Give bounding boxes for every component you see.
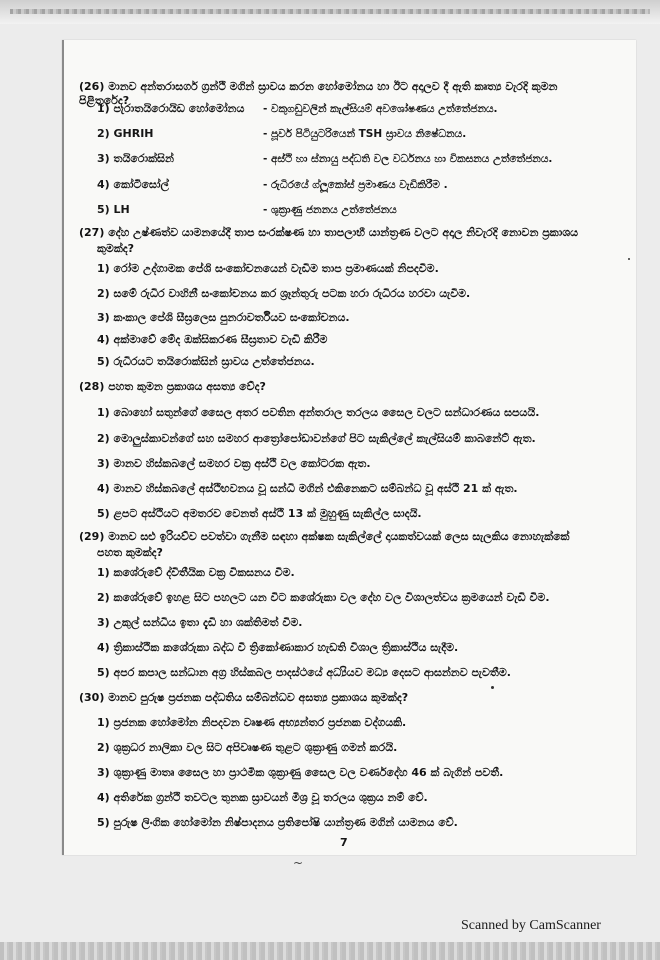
q29-option-1: 1) කශේරුවේ ද්විතීයික වක්‍ර විකසනය වීම. <box>97 566 295 579</box>
q27-option-4: 4) අක්මාවේ මේද ඔක්සිකරණ සීඝ්‍රතාව වැඩි කිරීම <box>97 333 328 346</box>
q28-option-4: 4) මානව හිස්කබලේ අස්ථිභවනය වූ සන්ධි මගින් එකිනෙකට සම්බන්ධ වූ අස්ථි 21 ක් ඇත. <box>97 482 518 495</box>
q26-item-2-left: 2) GHRIH <box>97 127 154 140</box>
scan-speck <box>628 258 630 260</box>
q28-option-3: 3) මානව හිස්කබලේ සමහර වක්‍ර අස්ථි වල කෝටරක ඇත. <box>97 457 371 470</box>
q29-option-2: 2) කශේරුවේ ඉහළ සිට පහලට යන විට කශේරුකා වල දේහ වල විශාලත්වය ක්‍රමයෙන් වැඩි වීම. <box>97 591 550 604</box>
question-27-title: (27) දේහ උෂ්ණත්ව යාමනයේදී තාප සංරක්ෂණ හා තාපලාභී යාන්ත්‍රණ වලට අදාල නිවැරදි නොවන ප්‍රකාශය <box>79 226 578 239</box>
q26-item-5-right: - ශුක්‍රාණු ජනනය උත්තේජනය <box>263 204 397 216</box>
q26-item-1-right: - වකුගඩුවලින් කැල්සියම් අවශෝෂණය උත්තේජනය. <box>263 103 498 115</box>
q29-option-4: 4) ත්‍රිකාස්ථික කශේරුකා බද්ධ වී ත්‍රිකෝණාකාර හැඩති විශාල ත්‍රිකාස්ථිය සැදීම. <box>97 641 459 654</box>
q30-option-1: 1) ප්‍රජනක හෝමෝන නිපදවන වෘෂණ අභ්‍යන්තර ප්‍රජනක වද්‍ගයකි. <box>97 716 407 729</box>
q27-option-2: 2) සමේ රුධිර වාහිනී සංකෝචනය කර ශ්‍රෑන්තුරු පටක හරා රුධිරය හරවා යැවීම. <box>97 287 471 300</box>
q27-option-1: 1) රෝම උද්ගාමක පේශි සංකෝචනයෙන් වැඩිම තාප ප්‍රමාණයක් නිපදවීම. <box>97 262 439 275</box>
q28-option-2: 2) මොලුස්කාවන්ගේ සහ සමහර ආත්‍රෝපෝඩාවන්ගේ පිට සැකිල්ලේ කැල්සියම් කාබනේට් ඇත. <box>97 432 536 445</box>
page-number: 7 <box>340 836 348 849</box>
q26-item-4-left: 4) කෝටිසෝල් <box>97 178 169 191</box>
q29-option-3: 3) උකුල් සන්ධිය ඉතා දැඩි හා ශක්තිමත් වීම. <box>97 616 303 629</box>
question-26-title: (26) මානව අන්තරාසර්ග ග්‍රන්ථි මගින් ස්‍රාවය කරන හෝමෝනය හා ඊට අදාලව දී ඇති කෘත්‍ය වැරදි කුමන පිළිතුරේද? <box>79 80 558 107</box>
q27-option-3: 3) කංකාල පේශි සීඝ්‍රලෙස පුනරාවර්තීයව සංකෝචනය. <box>97 311 350 324</box>
scan-noise <box>10 9 650 14</box>
q29-option-5: 5) අපර කපාල සන්ධාන අග්‍ර හිස්කබල පාදස්ථයේ අධ්‍යියව මධ්‍ය දෙසට ආසන්නව පැවතීම. <box>97 666 511 679</box>
question-27-title-cont: කුමක්ද? <box>97 242 135 255</box>
q28-option-1: 1) බොහෝ සතුන්ගේ සෛල අතර පවතින අන්තරාල තරලය සෛල වලට සන්ධාරණය සපයයි. <box>97 406 540 419</box>
question-30-title: (30) මානව පුරුෂ ප්‍රජනක පද්ධතිය සම්බන්ධව අසත්‍ය ප්‍රකාශය කුමක්ද? <box>79 691 409 704</box>
scan-speck <box>491 686 494 689</box>
q26-item-4-right: - රුධිරයේ ග්ලූකෝස් ප්‍රමාණය වැඩිකිරීම . <box>263 179 448 191</box>
q26-item-5-left: 5) LH <box>97 203 130 216</box>
q30-option-3: 3) ශුක්‍රාණු මාතෘ සෛල හා ප්‍රාථමික ශුක්‍රාණු සෛල වල වර්ණදේහ 46 ක් බැගින් පවතී. <box>97 766 504 779</box>
q28-option-5: 5) ළපට අස්ථියට අමතරව වෙනත් අස්ථි 13 ක් මුහුණු සැකිල්ල සාදයි. <box>97 507 422 520</box>
q26-item-2-right: - පූර්ව පිටියුටරියෙන් TSH ස්‍රාවය නිෂේධනය. <box>263 128 467 140</box>
question-29-title: (29) මානව සළු ඉරියව්ව පවත්වා ගැනීම සඳහා අක්ෂක සැකිල්ලේ දායකත්වයක් ලෙස සැලකිය නොහැක්කේ <box>79 530 570 543</box>
q30-option-2: 2) ශුක්‍රධර නාලිකා වල සිට අපිවෘෂණ තුළට ශුක්‍රාණු ගමන් කරයි. <box>97 741 398 754</box>
camscanner-watermark: Scanned by CamScanner <box>461 918 601 933</box>
scan-bottom-edge <box>0 942 660 960</box>
q26-item-3-right: - අස්ථි හා ස්නායු පද්ධති වල වර්ධනය හා විකසනය උත්තේජනය. <box>263 153 553 165</box>
scan-mark: ~ <box>293 856 304 870</box>
q30-option-5: 5) පුරුෂ ලිංගික හෝමෝන නිෂ්පාදනය ප්‍රතිපෝෂි යාන්ත්‍රණ මගින් යාමනය වේ. <box>97 816 458 829</box>
q26-item-1-left: 1) පැරාතයිරොයිඩ හෝමෝනය <box>97 102 245 115</box>
q26-item-3-left: 3) තයිරොක්සින් <box>97 152 174 165</box>
scan-top-edge <box>0 0 660 24</box>
question-29-title-cont: පහත කුමක්ද? <box>97 546 163 559</box>
question-28-title: (28) පහත කුමන ප්‍රකාශය අසත්‍ය වේද? <box>79 380 266 393</box>
q27-option-5: 5) රුධිරයට තයිරොක්සින් ස්‍රාවය උත්තේජනය. <box>97 355 315 368</box>
q30-option-4: 4) අතිරේක ග්‍රන්ථි තවටල තුනක ස්‍රාවයන් මිශ්‍ර වූ තරලය ශුක්‍රය නම් වේ. <box>97 791 428 804</box>
